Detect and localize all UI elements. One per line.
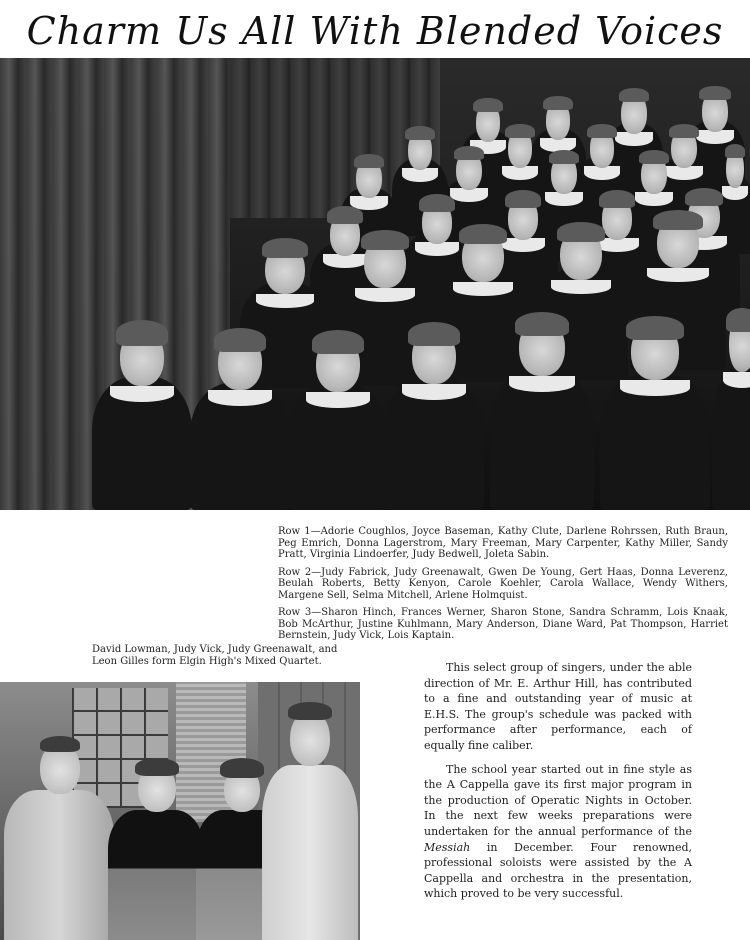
roster-row-3: Row 3—Sharon Hinch, Frances Werner, Sharon Stone, Sandra Schramm, Lois Knaak, Bob McArthur, Justine Kuhlmann, Mary Anderson, Diane Ward, Pat Thompson, Harriet Bernstein, Judy Vick, Lois Kaptain. (278, 607, 728, 641)
choir-roster-captions (278, 526, 728, 648)
quartet-member (4, 734, 114, 940)
body-paragraph-1: This select group of singers, under the able direction of Mr. E. Arthur Hill, has contributed to a fine and outstanding year of music at E.H.S. The group's schedule was packed with performance after performance, each of equally fine caliber. (424, 661, 692, 752)
article-body (424, 660, 692, 910)
body-paragraph-2-start: The school year started out in fine style as the A Cappella gave its first major program in the production of Operatic Nights in October. In the next few weeks preparations were undertaken for the annual performance of the (424, 762, 692, 838)
roster-row-1: Row 1—Adorie Coughlos, Joyce Baseman, Kathy Clute, Darlene Rohrssen, Ruth Braun, Peg Emrich, Donna Lagerstrom, Mary Freeman, Mary Carpenter, Kathy Miller, Sandy Pratt, Virginia Lindoerfer, Judy Bedwell, Joleta Sabin. (278, 526, 728, 560)
choir-singer (384, 322, 484, 510)
page-title: Charm Us All With Blended Voices (26, 9, 724, 53)
choir-singer (92, 320, 192, 510)
roster-row-2: Row 2—Judy Fabrick, Judy Greenawalt, Gwen De Young, Gert Haas, Donna Leverenz, Beulah Roberts, Betty Kenyon, Carole Koehler, Carola Wallace, Wendy Withers, Margene Sell, Selma Mitchell, Arlene Holmquist. (278, 566, 728, 601)
choir-singer (490, 312, 594, 510)
choir-group-photo (0, 58, 750, 510)
quartet-caption: David Lowman, Judy Vick, Judy Greenawalt, and Leon Gilles form Elgin High's Mixed Quartet. (92, 644, 338, 667)
choir-singer (288, 330, 388, 510)
body-paragraph-2-end: in December. Four renowned, professional soloists were assisted by the A Cappella and orchestra in the presentation, which proved to be very successful. (424, 840, 692, 901)
choir-singer (600, 316, 710, 510)
choir-singer (712, 308, 750, 510)
mixed-quartet-photo (0, 682, 360, 940)
quartet-member (108, 758, 204, 940)
choir-singer (190, 328, 290, 510)
body-paragraph-2 (424, 762, 692, 902)
messiah-title: Messiah (424, 840, 471, 854)
quartet-member (262, 702, 358, 940)
